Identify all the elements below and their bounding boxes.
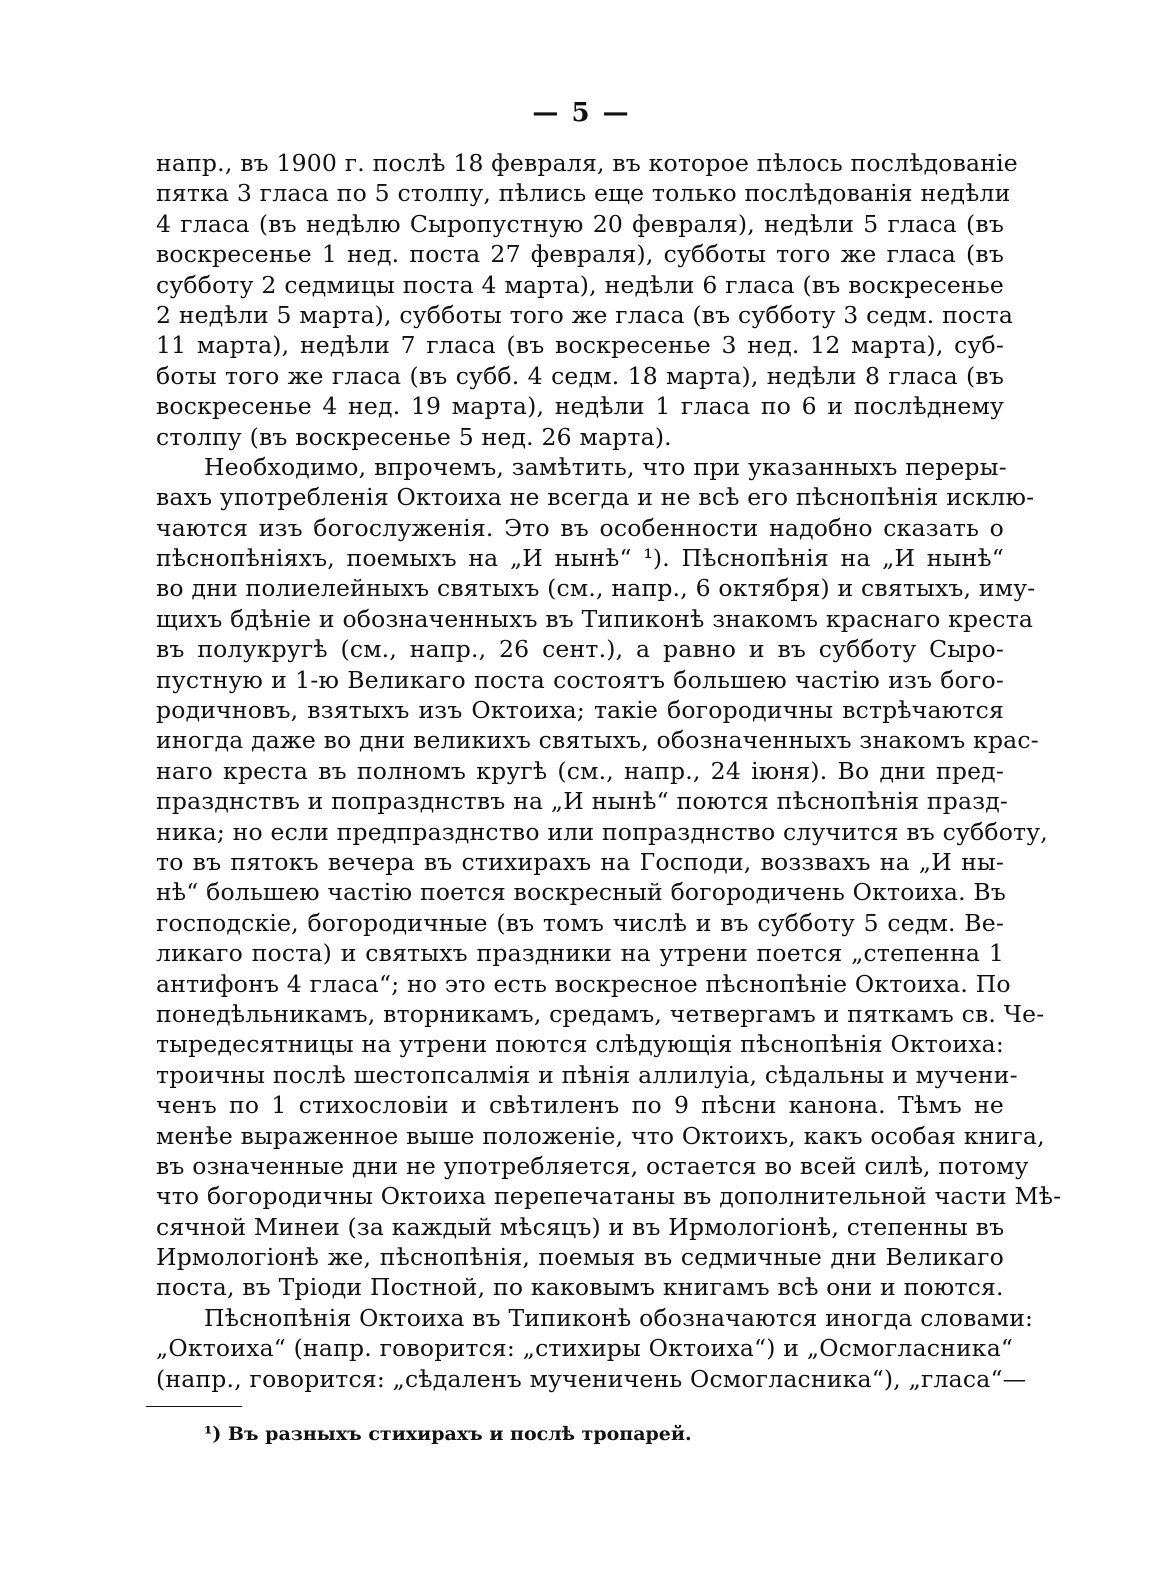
footnote: ¹) Въ разныхъ стихирахъ и послѣ тропарей. xyxy=(204,1423,692,1445)
paragraph-end-line: столпу (въ воскресенье 5 нед. 26 марта). xyxy=(156,422,672,451)
footnote-divider xyxy=(146,1406,242,1407)
text-line: „Октоиха“ (напр. говорится: „стихиры Октоиха“) и „Осмогласника“ xyxy=(156,1334,1014,1363)
text-line: (напр., говорится: „сѣдаленъ мученичень Осмогласника“), „гласа“— xyxy=(156,1364,1027,1393)
text-line: въ означенные дни не употребляется, остается во всей силѣ, потому xyxy=(156,1151,1029,1180)
text-line: во дни полиелейныхъ святыхъ (см., напр., 6 октября) и святыхъ, иму- xyxy=(156,574,1036,603)
text-line: пятка 3 гласа по 5 столпу, пѣлись еще только послѣдованія недѣли xyxy=(156,179,1011,208)
text-line: ченъ по 1 стихословіи и свѣтиленъ по 9 пѣсни канона. Тѣмъ не xyxy=(156,1091,1004,1120)
text-line: что богородичны Октоиха перепечатаны въ дополнительной части Мѣ- xyxy=(156,1182,1062,1211)
text-line: 11 марта), недѣли 7 гласа (въ воскресенье 3 нед. 12 марта), суб- xyxy=(156,331,1004,360)
text-line: Ирмологіонѣ же, пѣснопѣнія, поемыя въ седмичные дни Великаго xyxy=(156,1243,1004,1272)
paragraph-start-line: Необходимо, впрочемъ, замѣтить, что при указанныхъ переры- xyxy=(204,452,1007,481)
text-line: тыредесятницы на утрени поются слѣдующія пѣснопѣнія Октоиха: xyxy=(156,1030,1004,1059)
text-line: празднствъ и попразднствъ на „И нынѣ“ поются пѣснопѣнія празд- xyxy=(156,787,1009,816)
text-line: пустную и 1-ю Великаго поста состоятъ большею частію изъ бого- xyxy=(156,665,1004,694)
text-line: вахъ употребленія Октоиха не всегда и не всѣ его пѣснопѣнія исклю- xyxy=(156,483,1035,512)
text-line: нѣ“ большею частію поется воскресный богородичень Октоиха. Въ xyxy=(156,878,1007,907)
page-number: — 5 — xyxy=(532,98,631,128)
text-line: въ полукругѣ (см., напр., 26 сент.), а равно и въ субботу Сыро- xyxy=(156,635,1004,664)
text-line: боты того же гласа (въ субб. 4 седм. 18 марта), недѣли 8 гласа (въ xyxy=(156,361,1004,390)
text-line: 4 гласа (въ недѣлю Сыропустную 20 февраля), недѣли 5 гласа (въ xyxy=(156,209,1004,238)
paragraph-end-line: поста, въ Тріоди Постной, по каковымъ книгамъ всѣ они и поются. xyxy=(156,1273,1004,1302)
main-text xyxy=(156,148,1062,1394)
text-line: то въ пятокъ вечера въ стихирахъ на Господи, воззвахъ на „И ны- xyxy=(156,847,1004,876)
text-line: воскресенье 1 нед. поста 27 февраля), субботы того же гласа (въ xyxy=(156,240,1004,269)
text-line: пѣснопѣніяхъ, поемыхъ на „И нынѣ“ ¹). Пѣснопѣнія на „И нынѣ“ xyxy=(156,544,1004,573)
text-line: иногда даже во дни великихъ святыхъ, обозначенныхъ знакомъ крас- xyxy=(156,726,1039,755)
text-line: антифонъ 4 гласа“; но это есть воскресное пѣснопѣніе Октоиха. По xyxy=(156,969,1011,998)
text-line: ликаго поста) и святыхъ праздники на утрени поется „степенна 1 xyxy=(156,939,1004,968)
text-line: ника; но если предпразднство или попразднство случится въ субботу, xyxy=(156,817,1048,846)
text-line: воскресенье 4 нед. 19 марта), недѣли 1 гласа по 6 и послѣднему xyxy=(156,392,1004,421)
text-line: напр., въ 1900 г. послѣ 18 февраля, въ которое пѣлось послѣдованіе xyxy=(156,149,1018,177)
text-line: понедѣльникамъ, вторникамъ, средамъ, четвергамъ и пяткамъ св. Че- xyxy=(156,999,1045,1028)
text-line: наго креста въ полномъ кругѣ (см., напр., 24 іюня). Во дни пред- xyxy=(156,756,1004,785)
text-line: щихъ бдѣніе и обозначенныхъ въ Типиконѣ знакомъ краснаго креста xyxy=(156,604,1034,633)
text-line: менѣе выраженное выше положеніе, что Октоихъ, какъ особая книга, xyxy=(156,1121,1045,1150)
text-line: троичны послѣ шестопсалмія и пѣнія аллилуіа, сѣдальны и мучени- xyxy=(156,1060,1018,1089)
text-line: сячной Минеи (за каждый мѣсяцъ) и въ Ирмологіонѣ, степенны въ xyxy=(156,1212,1005,1241)
paragraph-start-line: Пѣснопѣнія Октоиха въ Типиконѣ обозначаются иногда словами: xyxy=(204,1303,1034,1332)
text-line: чаются изъ богослуженія. Это въ особенности надобно сказать о xyxy=(156,513,1004,542)
text-line: 2 недѣли 5 марта), субботы того же гласа (въ субботу 3 седм. поста xyxy=(156,300,1014,329)
text-line: господскіе, богородичные (въ томъ числѣ и въ субботу 5 седм. Ве- xyxy=(156,908,1004,937)
text-line: субботу 2 седмицы поста 4 марта), недѣли 6 гласа (въ воскресенье xyxy=(156,270,1004,299)
text-line: родичновъ, взятыхъ изъ Октоиха; такіе богородичны встрѣчаются xyxy=(156,696,1004,725)
